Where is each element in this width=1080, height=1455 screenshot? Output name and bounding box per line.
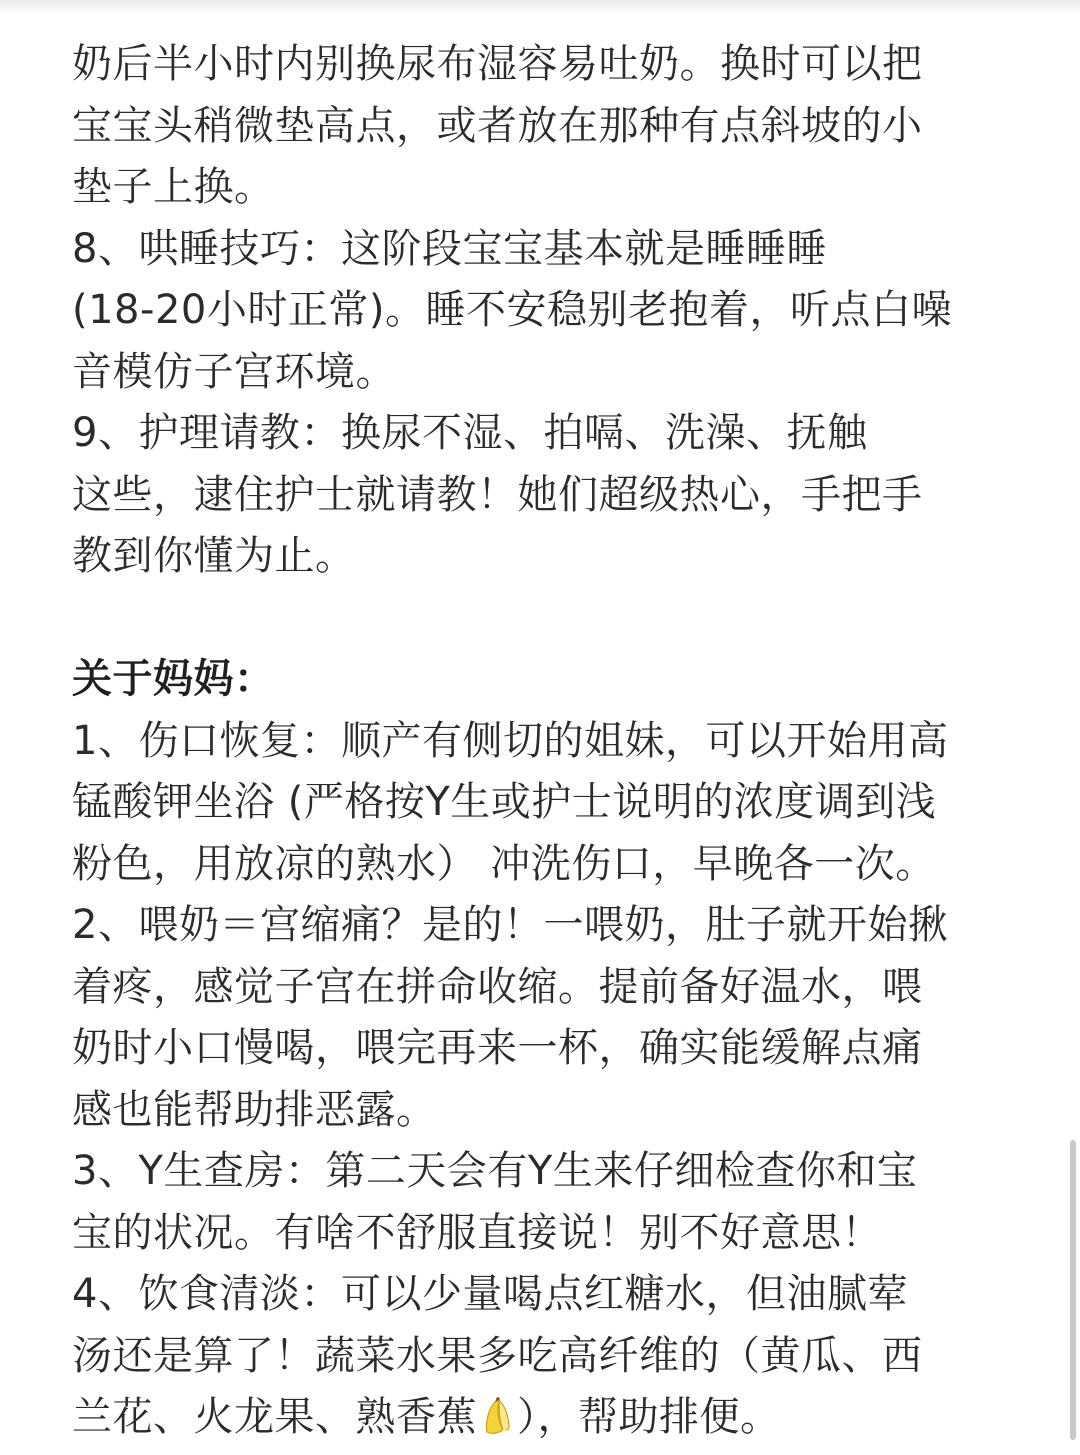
- paragraph-spacer: [72, 588, 1012, 650]
- text-line: 锰酸钾坐浴 (严格按Y生或护士说明的浓度调到浅: [72, 779, 937, 825]
- text-line: 教到你懂为止。: [72, 533, 356, 579]
- text-segment: ），帮助排便。: [517, 1394, 781, 1440]
- text-line: 2、喂奶＝宫缩痛？是的！一喂奶，肚子就开始揪: [72, 902, 949, 948]
- text-line: 感也能帮助排恶露。: [72, 1086, 437, 1133]
- text-line: 8、哄睡技巧：这阶段宝宝基本就是睡睡睡: [72, 225, 827, 272]
- scrollbar[interactable]: [1070, 1140, 1076, 1440]
- text-line-with-emoji: [72, 1387, 1012, 1449]
- text-line: 宝的状况。有啥不舒服直接说！别不好意思！: [72, 1209, 882, 1256]
- text-line: 垫子上换。: [72, 164, 275, 210]
- top-fade: [0, 0, 1080, 14]
- text-line: 音模仿子宫环境。: [72, 348, 396, 395]
- text-line: 4、饮食清淡：可以少量喝点红糖水，但油腻荤: [72, 1271, 908, 1317]
- text-line: 奶时小口慢喝，喂完再来一杯，确实能缓解点痛: [72, 1025, 923, 1071]
- text-line: 3、Y生查房：第二天会有Y生来仔细检查你和宝: [72, 1148, 918, 1194]
- text-segment: 兰花、火龙果、熟香蕉: [72, 1394, 477, 1440]
- section-heading-mom: 关于妈妈：: [72, 656, 275, 702]
- text-line: 9、护理请教：换尿不湿、拍嗝、洗澡、抚触: [72, 410, 868, 456]
- text-line: 汤还是算了！蔬菜水果多吃高纤维的（黄瓜、西: [72, 1332, 923, 1379]
- text-line: 奶后半小时内别换尿布湿容易吐奶。换时可以把: [72, 41, 923, 87]
- text-line: 1、伤口恢复：顺产有侧切的姐妹，可以开始用高: [72, 717, 949, 764]
- article-body: [72, 34, 1012, 1449]
- text-line: 这些，逮住护士就请教！她们超级热心，手把手: [72, 471, 923, 518]
- text-line: 着疼，感觉子宫在拼命收缩。提前备好温水，喂: [72, 963, 923, 1010]
- banana-emoji-icon: [479, 1393, 515, 1455]
- text-line: 宝宝头稍微垫高点，或者放在那种有点斜坡的小: [72, 102, 923, 149]
- text-line: (18-20小时正常)。睡不安稳别老抱着，听点白噪: [72, 287, 952, 333]
- text-line: 粉色，用放凉的熟水） 冲洗伤口，早晚各一次。: [72, 840, 936, 887]
